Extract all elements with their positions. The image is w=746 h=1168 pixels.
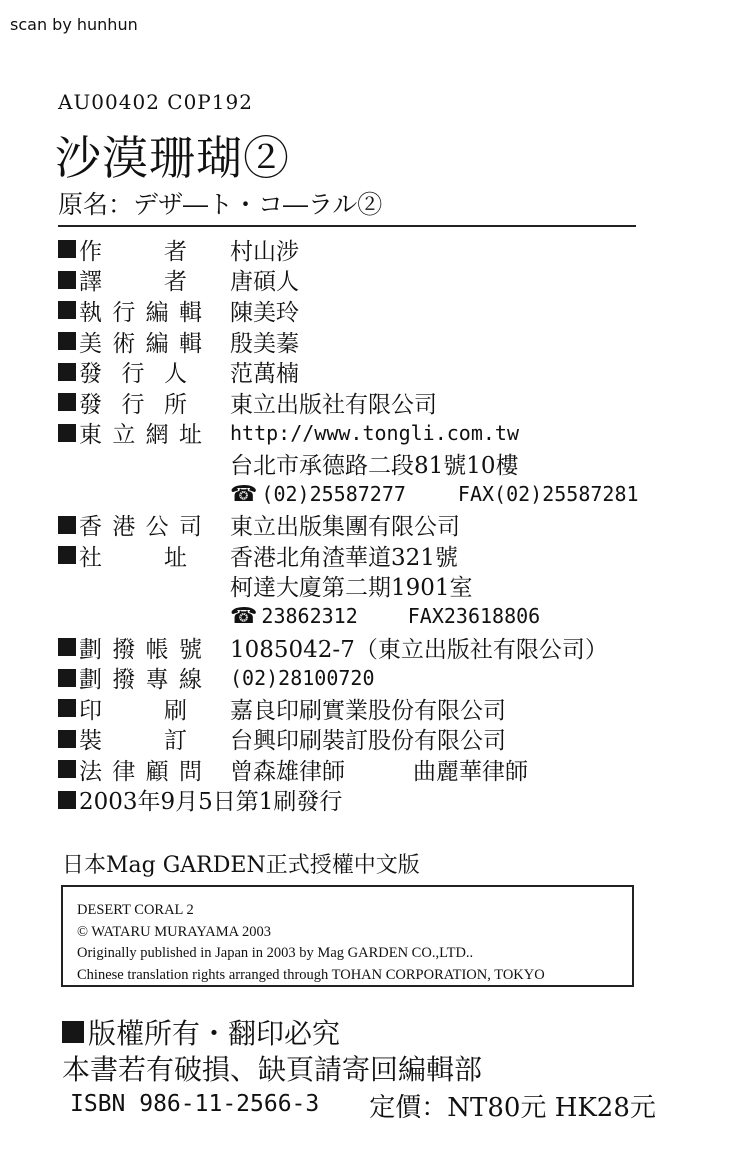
credit-value: 台興印刷裝訂股份有限公司	[230, 728, 506, 755]
credit-value: 1085042-7（東立出版社有限公司）	[230, 636, 608, 663]
phone-number: (02)25587277	[261, 482, 406, 507]
original-title: 原名：デザ―ト・コ―ラル②	[58, 190, 383, 219]
square-bullet-icon	[58, 516, 76, 534]
catalog-codes: AU00402 C0P192	[58, 90, 253, 114]
credit-value: 陳美玲	[230, 299, 299, 326]
copyright-line: © WATARU MURAYAMA 2003	[77, 923, 271, 940]
credit-row-hk-address	[58, 540, 678, 571]
credits-list	[58, 234, 678, 815]
credit-label: 劃 撥 專 線	[79, 667, 202, 694]
square-bullet-icon	[58, 699, 76, 717]
square-bullet-icon	[58, 332, 76, 350]
credit-value: 村山涉	[230, 238, 299, 265]
credit-label: 法 律 顧 問	[79, 758, 202, 785]
isbn: ISBN 986-11-2566-3	[70, 1091, 320, 1117]
telephone-icon: ☎	[230, 481, 258, 507]
credit-row-legal	[58, 754, 678, 785]
credit-row-postal-account	[58, 632, 678, 663]
credit-label: 作 者	[79, 238, 187, 265]
credit-row-translator	[58, 265, 678, 296]
isbn-price-line	[70, 1087, 656, 1124]
credit-value: 唐碩人	[230, 269, 299, 296]
credit-row-binding	[58, 724, 678, 755]
copyright-line: Chinese translation rights arranged through TOHAN CORPORATION, TOKYO	[77, 966, 545, 983]
credit-value: 曾森雄律師	[230, 758, 345, 785]
fax-number: FAX(02)25587281	[457, 482, 639, 507]
square-bullet-icon	[58, 638, 76, 656]
credit-value: 香港北角渣華道321號	[230, 544, 458, 571]
rights-notice	[62, 1012, 340, 1052]
square-bullet-icon	[58, 301, 76, 319]
rights-text: 版權所有・翻印必究	[88, 1017, 341, 1050]
credit-row-taipei-phone	[58, 479, 678, 510]
credit-value: 殷美蓁	[230, 330, 299, 357]
square-bullet-icon	[58, 271, 76, 289]
credit-value: 柯達大廈第二期1901室	[230, 575, 473, 602]
credit-row-hk-phone	[58, 601, 678, 632]
credit-label: 東 立 網 址	[79, 422, 202, 449]
square-bullet-icon	[58, 730, 76, 748]
phone-number: 23862312	[261, 604, 358, 629]
credit-value: (02)28100720	[230, 665, 375, 690]
credit-value-secondary: 曲麗華律師	[413, 758, 528, 785]
credit-row-publishing-house	[58, 387, 678, 418]
credit-value: 台北市承德路二段81號10樓	[230, 452, 519, 479]
square-bullet-icon	[58, 363, 76, 381]
damage-notice: 本書若有破損、缺頁請寄回編輯部	[62, 1053, 483, 1086]
square-bullet-icon	[58, 791, 76, 809]
credit-label: 香 港 公 司	[79, 514, 202, 541]
credit-row-hk-address-2	[58, 571, 678, 602]
copyright-line: DESERT CORAL 2	[77, 902, 194, 918]
square-bullet-icon	[58, 760, 76, 778]
fax-number: FAX23618806	[407, 604, 541, 629]
credit-row-printing	[58, 693, 678, 724]
square-bullet-icon	[58, 669, 76, 687]
credit-row-art-editor	[58, 326, 678, 357]
credit-row-taipei-address	[58, 448, 678, 479]
square-bullet-icon	[58, 393, 76, 411]
copyright-box	[61, 885, 634, 987]
credit-label: 執 行 編 輯	[79, 299, 202, 326]
website-url[interactable]: http://www.tongli.com.tw	[230, 420, 519, 445]
telephone-icon: ☎	[230, 603, 258, 629]
credit-row-author	[58, 234, 678, 265]
title-divider	[58, 225, 636, 227]
credit-label: 譯 者	[79, 269, 187, 296]
credit-label: 發 行 所	[79, 391, 187, 418]
copyright-line: Originally published in Japan in 2003 by Mag GARDEN CO.,LTD..	[77, 945, 474, 961]
credit-row-date	[58, 785, 678, 816]
credit-label: 社 址	[79, 544, 187, 571]
credit-row-hk-company	[58, 509, 678, 540]
edition-note: 日本Mag GARDEN正式授權中文版	[62, 853, 420, 878]
credit-row-publisher	[58, 356, 678, 387]
credit-label: 印 刷	[79, 697, 187, 724]
square-bullet-icon	[62, 1021, 84, 1043]
credit-value: 范萬楠	[230, 361, 299, 388]
credit-row-postal-line	[58, 662, 678, 693]
credit-label: 裝 訂	[79, 728, 187, 755]
scan-credit: scan by hunhun	[10, 15, 138, 34]
credit-label: 美 術 編 輯	[79, 330, 202, 357]
square-bullet-icon	[58, 546, 76, 564]
credit-label: 劃 撥 帳 號	[79, 636, 202, 663]
price: 定價：NT80元 HK28元	[369, 1093, 656, 1123]
square-bullet-icon	[58, 424, 76, 442]
credit-value: 嘉良印刷實業股份有限公司	[230, 697, 506, 724]
credit-row-exec-editor	[58, 295, 678, 326]
book-title: 沙漠珊瑚②	[55, 131, 290, 185]
credit-value: 東立出版社有限公司	[230, 391, 437, 418]
credit-label: 發 行 人	[79, 361, 187, 388]
publication-date: 2003年9月5日第1刷發行	[79, 789, 343, 816]
credit-row-website	[58, 418, 678, 449]
square-bullet-icon	[58, 240, 76, 258]
credit-value: 東立出版集團有限公司	[230, 514, 460, 541]
